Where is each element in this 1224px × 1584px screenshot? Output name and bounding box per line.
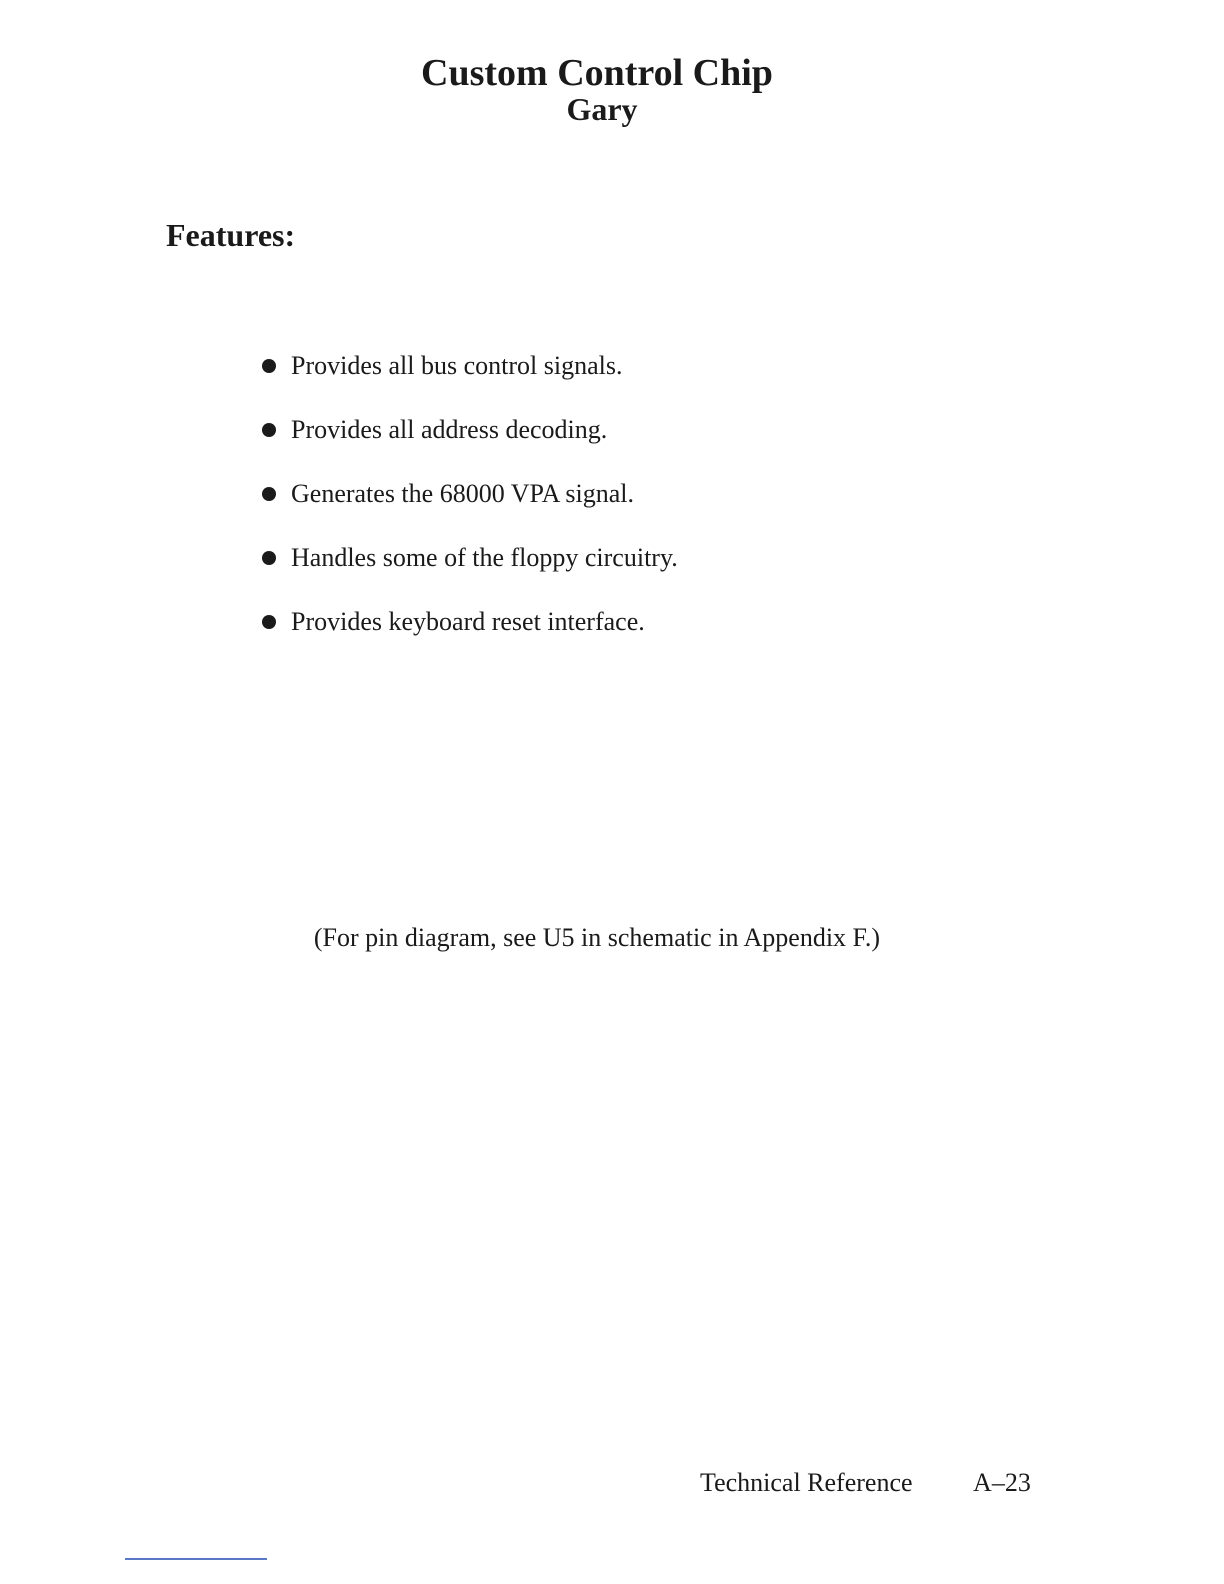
- features-heading: Features:: [166, 217, 296, 253]
- features-list: [262, 334, 678, 654]
- bullet-icon: [262, 359, 276, 373]
- bullet-icon: [262, 615, 276, 629]
- feature-text: Generates the 68000 VPA signal.: [291, 479, 635, 508]
- page-subtitle: Gary: [566, 91, 638, 127]
- page-title: Custom Control Chip: [421, 52, 773, 94]
- feature-item: [262, 334, 678, 398]
- feature-item: [262, 398, 678, 462]
- page-footer: [700, 1465, 1031, 1501]
- scan-edge-rule: [125, 1558, 267, 1560]
- bullet-icon: [262, 487, 276, 501]
- feature-text: Provides all address decoding.: [291, 415, 608, 444]
- page-number: A–23: [973, 1468, 1031, 1497]
- feature-item: [262, 590, 678, 654]
- feature-text: Handles some of the floppy circuitry.: [291, 543, 678, 572]
- feature-text: Provides keyboard reset interface.: [291, 607, 645, 636]
- feature-text: Provides all bus control signals.: [291, 351, 623, 380]
- bullet-icon: [262, 551, 276, 565]
- feature-item: [262, 526, 678, 590]
- bullet-icon: [262, 423, 276, 437]
- footer-reference: Technical Reference: [700, 1468, 913, 1497]
- feature-item: [262, 462, 678, 526]
- pin-diagram-note: (For pin diagram, see U5 in schematic in Appendix F.): [313, 923, 881, 952]
